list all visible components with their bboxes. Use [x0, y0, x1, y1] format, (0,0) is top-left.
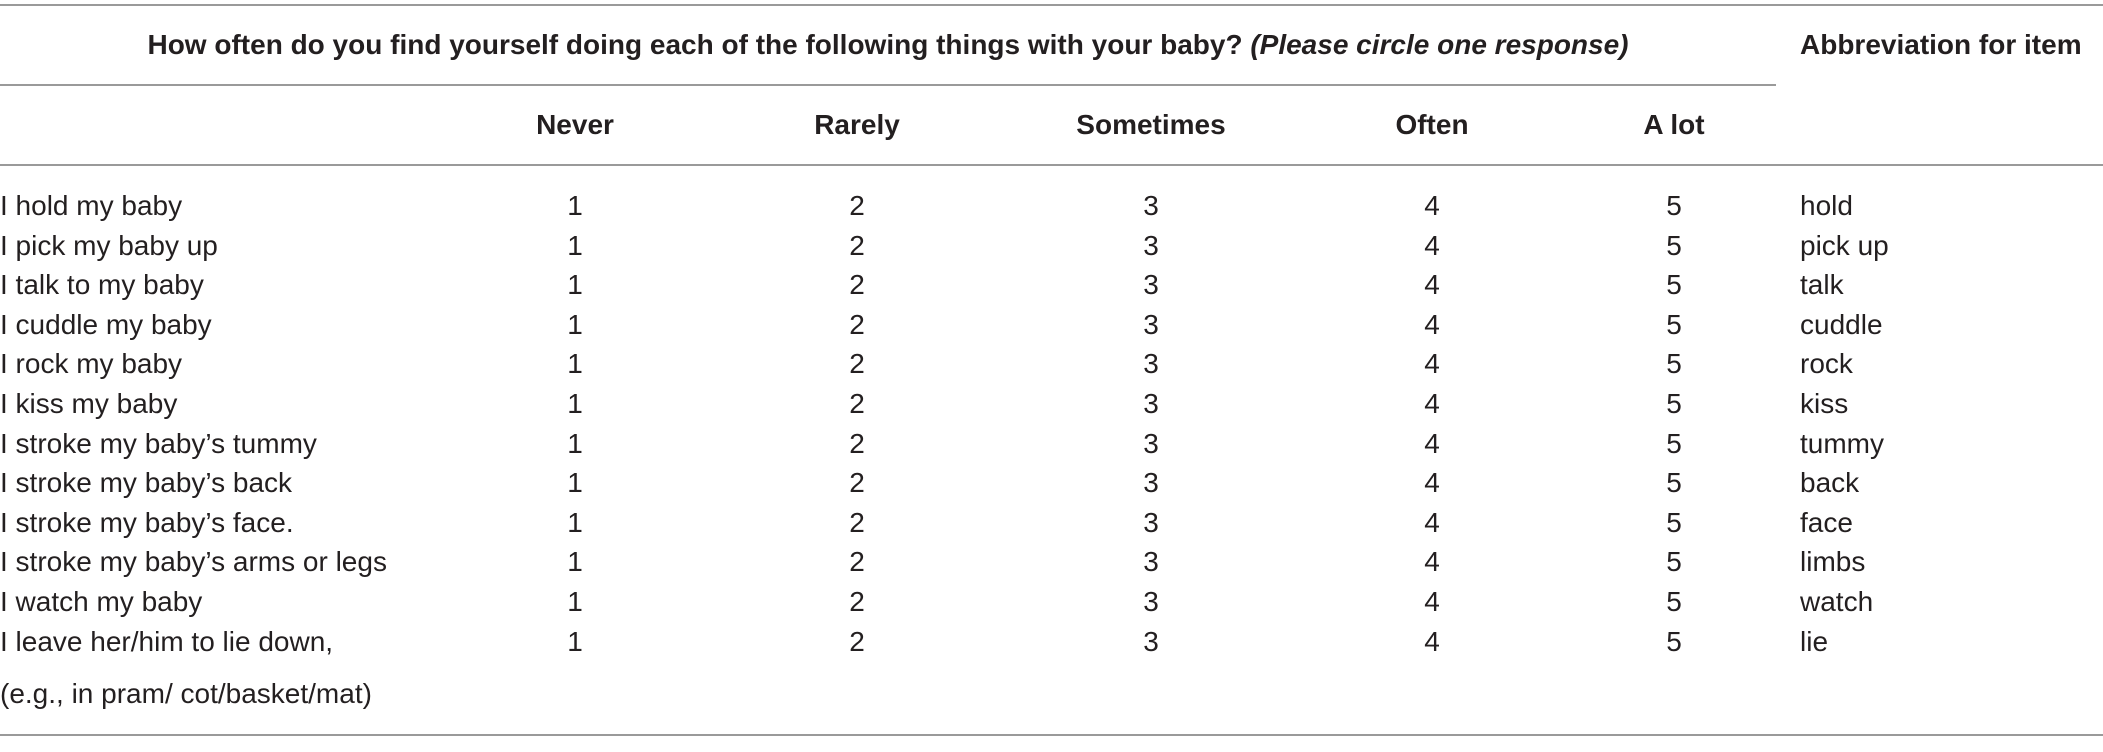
row-item-text: I watch my baby — [0, 586, 203, 617]
response-option[interactable]: 1 — [567, 427, 583, 459]
row-item-text: I kiss my baby — [0, 388, 178, 419]
row-abbreviation: hold — [1800, 190, 1853, 221]
response-option[interactable]: 2 — [849, 467, 865, 499]
response-option[interactable]: 4 — [1424, 269, 1440, 301]
row-note: (e.g., in pram/ cot/basket/mat) — [0, 678, 372, 709]
question-heading — [0, 26, 1776, 64]
response-option[interactable]: 3 — [1143, 308, 1159, 340]
response-option[interactable]: 2 — [849, 506, 865, 538]
row-item-text: I stroke my baby’s tummy — [0, 427, 317, 459]
response-option[interactable]: 5 — [1666, 467, 1682, 499]
response-option[interactable]: 1 — [567, 506, 583, 538]
table-row — [0, 503, 2103, 543]
response-option[interactable]: 3 — [1143, 269, 1159, 301]
response-option[interactable]: 5 — [1666, 190, 1682, 221]
response-option[interactable]: 4 — [1424, 190, 1440, 221]
row-abbreviation: face — [1800, 506, 1853, 538]
response-option[interactable]: 3 — [1143, 506, 1159, 538]
response-option[interactable]: 2 — [849, 348, 865, 380]
response-option[interactable]: 3 — [1143, 625, 1159, 657]
response-option[interactable]: 4 — [1424, 427, 1440, 459]
response-option[interactable]: 2 — [849, 190, 865, 221]
response-option[interactable]: 1 — [567, 348, 583, 380]
response-option[interactable]: 4 — [1424, 467, 1440, 499]
table-row — [0, 582, 2103, 622]
response-option[interactable]: 1 — [567, 190, 583, 221]
column-heading-rarely: Rarely — [814, 109, 900, 140]
response-option[interactable]: 5 — [1666, 388, 1682, 419]
response-option[interactable]: 5 — [1666, 427, 1682, 459]
response-option[interactable]: 5 — [1666, 586, 1682, 617]
response-option[interactable]: 4 — [1424, 308, 1440, 340]
response-option[interactable]: 3 — [1143, 348, 1159, 380]
header-bottom-rule — [0, 164, 2103, 166]
response-option[interactable]: 5 — [1666, 229, 1682, 261]
response-option[interactable]: 1 — [567, 625, 583, 657]
response-option[interactable]: 4 — [1424, 506, 1440, 538]
response-option[interactable]: 1 — [567, 467, 583, 499]
column-heading-never: Never — [536, 109, 614, 140]
row-item-text: I cuddle my baby — [0, 308, 212, 340]
response-option[interactable]: 4 — [1424, 625, 1440, 657]
response-option[interactable]: 2 — [849, 427, 865, 459]
response-option[interactable]: 5 — [1666, 546, 1682, 578]
row-abbreviation: pick up — [1800, 229, 1889, 261]
response-option[interactable]: 1 — [567, 586, 583, 617]
row-abbreviation: cuddle — [1800, 308, 1883, 340]
abbreviation-column-heading: Abbreviation for item — [1800, 29, 2082, 60]
response-option[interactable]: 2 — [849, 308, 865, 340]
table-bottom-rule — [0, 734, 2103, 736]
table-row — [0, 463, 2103, 503]
row-abbreviation: kiss — [1800, 388, 1849, 419]
table-row — [0, 226, 2103, 266]
response-option[interactable]: 3 — [1143, 388, 1159, 419]
response-option[interactable]: 5 — [1666, 308, 1682, 340]
table-row — [0, 344, 2103, 384]
response-option[interactable]: 3 — [1143, 467, 1159, 499]
row-abbreviation: watch — [1800, 586, 1874, 617]
row-item-text: I rock my baby — [0, 348, 183, 380]
response-option[interactable]: 4 — [1424, 229, 1440, 261]
response-option[interactable]: 2 — [849, 546, 865, 578]
response-option[interactable]: 4 — [1424, 546, 1440, 578]
response-option[interactable]: 1 — [567, 269, 583, 301]
response-option[interactable]: 4 — [1424, 586, 1440, 617]
response-option[interactable]: 1 — [567, 546, 583, 578]
response-option[interactable]: 3 — [1143, 586, 1159, 617]
row-item-text: I stroke my baby’s arms or legs — [0, 546, 387, 578]
row-abbreviation: tummy — [1800, 427, 1884, 459]
response-option[interactable]: 3 — [1143, 190, 1159, 221]
response-option[interactable]: 3 — [1143, 546, 1159, 578]
row-item-text: I pick my baby up — [0, 229, 218, 261]
row-abbreviation: lie — [1800, 625, 1829, 657]
table-top-rule — [0, 4, 2103, 6]
table-row — [0, 186, 2103, 226]
row-abbreviation: talk — [1800, 269, 1844, 301]
row-item-text: I stroke my baby’s face. — [0, 506, 294, 538]
response-option[interactable]: 5 — [1666, 269, 1682, 301]
response-option[interactable]: 5 — [1666, 348, 1682, 380]
table-row — [0, 622, 2103, 662]
question-text: How often do you find yourself doing each of the following things with your baby? — [147, 29, 1243, 60]
row-item-text: I leave her/him to lie down, — [0, 625, 334, 657]
response-option[interactable]: 1 — [567, 308, 583, 340]
table-row — [0, 384, 2103, 424]
response-option[interactable]: 5 — [1666, 506, 1682, 538]
response-option[interactable]: 4 — [1424, 348, 1440, 380]
column-heading-often: Often — [1395, 109, 1469, 140]
response-option[interactable]: 3 — [1143, 229, 1159, 261]
response-option[interactable]: 2 — [849, 269, 865, 301]
heading-divider — [0, 84, 1776, 86]
row-item-text: I talk to my baby — [0, 269, 204, 301]
column-heading-a-lot: A lot — [1643, 109, 1705, 140]
response-option[interactable]: 5 — [1666, 625, 1682, 657]
column-heading-sometimes: Sometimes — [1076, 109, 1226, 140]
response-option[interactable]: 1 — [567, 229, 583, 261]
row-abbreviation: limbs — [1800, 546, 1866, 578]
response-option[interactable]: 1 — [567, 388, 583, 419]
response-option[interactable]: 2 — [849, 388, 865, 419]
row-abbreviation: back — [1800, 467, 1860, 499]
table-row — [0, 265, 2103, 305]
row-item-text: I stroke my baby’s back — [0, 467, 293, 499]
response-option[interactable]: 4 — [1424, 388, 1440, 419]
table-row — [0, 542, 2103, 582]
row-abbreviation: rock — [1800, 348, 1853, 380]
table-row — [0, 424, 2103, 464]
question-instruction: (Please circle one response) — [1250, 29, 1629, 60]
response-option[interactable]: 2 — [849, 229, 865, 261]
table-row — [0, 305, 2103, 345]
row-item-text: I hold my baby — [0, 190, 183, 221]
response-option[interactable]: 2 — [849, 625, 865, 657]
response-option[interactable]: 3 — [1143, 427, 1159, 459]
response-option[interactable]: 2 — [849, 586, 865, 617]
